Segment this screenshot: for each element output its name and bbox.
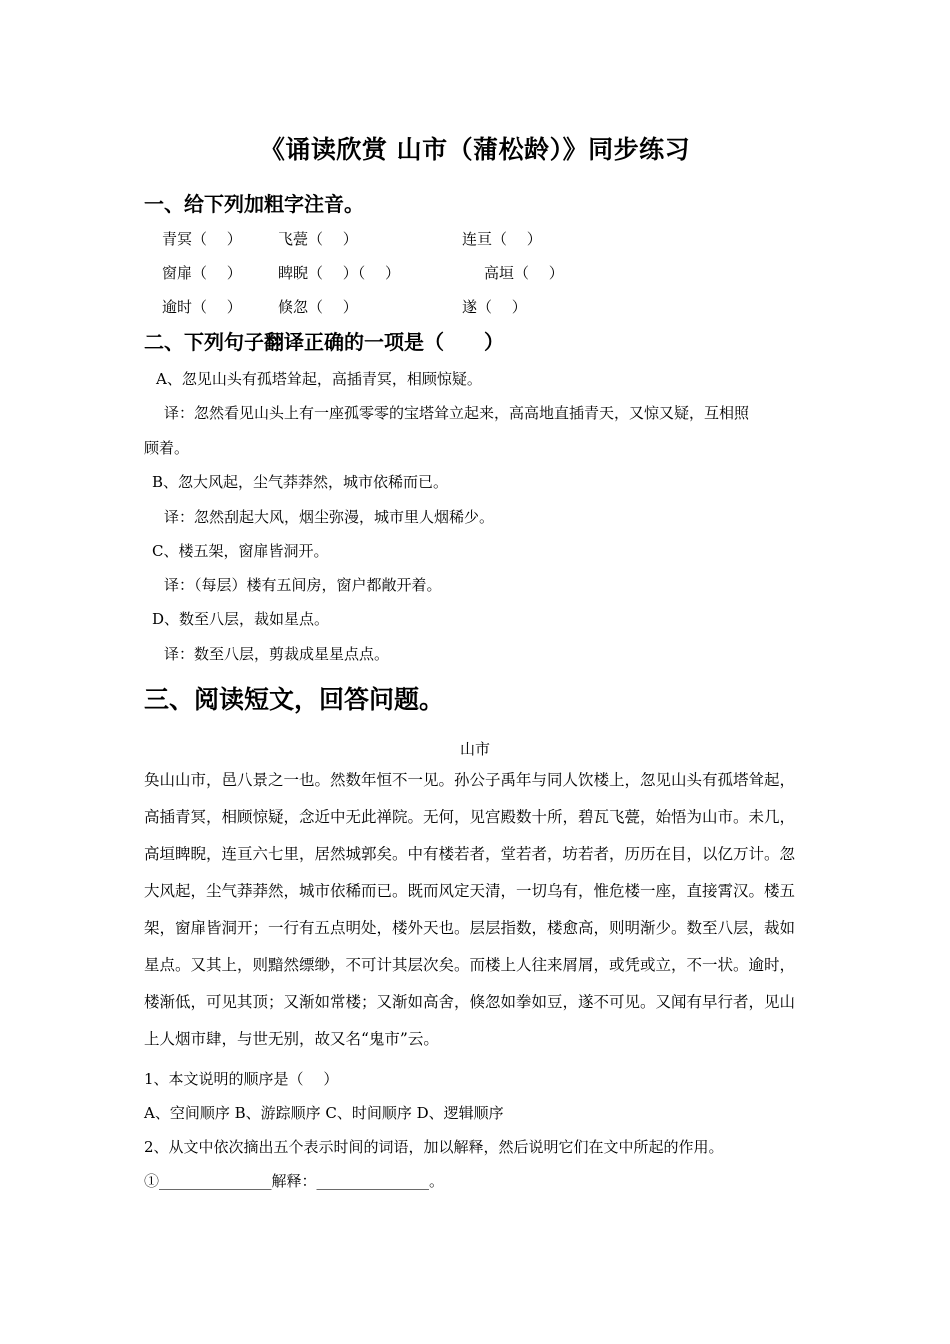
option-d-translation: 译：数至八层，剪裁成星星点点。 (164, 645, 390, 663)
option-d: D、数至八层，裁如星点。 (152, 610, 330, 628)
option-c-translation: 译：（每层）楼有五间房，窗户都敞开着。 (164, 576, 442, 594)
section2-heading: 二、下列句子翻译正确的一项是（ ） (144, 330, 504, 354)
section1-heading: 一、给下列加粗字注音。 (144, 192, 364, 216)
option-b-translation: 译：忽然刮起大风，烟尘弥漫，城市里人烟稀少。 (164, 508, 495, 526)
question-1-options: A、空间顺序 B、游踪顺序 C、时间顺序 D、逻辑顺序 (144, 1104, 504, 1122)
pinyin-item: 窗扉（ ） (162, 264, 242, 282)
passage (144, 762, 844, 1058)
option-c: C、楼五架，窗扉皆洞开。 (152, 542, 329, 560)
passage-line: 架，窗扉皆洞开；一行有五点明处，楼外天也。层层指数，楼愈高，则明渐少。数至八层，裁如 (144, 919, 796, 937)
option-b: B、忽大风起，尘气莽莽然，城市依稀而已。 (152, 473, 449, 491)
pinyin-item: 青冥（ ） (162, 230, 242, 248)
pinyin-item: 睥睨（ ）（ ） (278, 264, 401, 282)
option-a: A、忽见山头有孤塔耸起，高插青冥，相顾惊疑。 (156, 370, 482, 388)
passage-line: 上人烟市肆，与世无别，故又名“鬼市”云。 (144, 1030, 439, 1048)
passage-line: 高垣睥睨，连亘六七里，居然城郭矣。中有楼若者，堂若者，坊若者，历历在目，以亿万计。忽 (144, 845, 796, 863)
page-title: 《诵读欣赏 山市（蒲松龄）》同步练习 (259, 135, 691, 164)
passage-line: 奂山山市，邑八景之一也。然数年恒不一见。孙公子禹年与同人饮楼上，忽见山头有孤塔耸起， (144, 771, 796, 789)
pinyin-item: 飞甍（ ） (278, 230, 358, 248)
option-a-translation-cont: 顾着。 (144, 439, 190, 457)
passage-line: 大风起，尘气莽莽然，城市依稀而已。既而风定天清，一切乌有，惟危楼一座，直接霄汉。楼五 (144, 882, 796, 900)
question-2: 2、从文中依次摘出五个表示时间的词语，加以解释，然后说明它们在文中所起的作用。 (144, 1138, 724, 1156)
pinyin-item: 逾时（ ） (162, 298, 242, 316)
option-a-translation: 译：忽然看见山头上有一座孤零零的宝塔耸立起来，高高地直插青天，又惊又疑，互相照 (164, 404, 750, 422)
passage-line: 高插青冥，相顾惊疑，念近中无此禅院。无何，见宫殿数十所，碧瓦飞甍，始悟为山市。未几， (144, 808, 796, 826)
passage-title: 山市 (459, 740, 490, 758)
question-2-blank: ①_______________解释：_______________。 (144, 1172, 445, 1190)
passage-line: 楼渐低，可见其顶；又渐如常楼；又渐如高舍，倏忽如拳如豆，遂不可见。又闻有早行者，见山 (144, 993, 796, 1011)
pinyin-item: 倏忽（ ） (278, 298, 358, 316)
pinyin-item: 高垣（ ） (484, 264, 564, 282)
pinyin-item: 连亘（ ） (462, 230, 542, 248)
pinyin-item: 遂（ ） (462, 298, 527, 316)
section3-heading: 三、阅读短文，回答问题。 (144, 685, 445, 714)
question-1: 1、本文说明的顺序是（ ） (144, 1070, 339, 1088)
passage-line: 星点。又其上，则黯然缥缈，不可计其层次矣。而楼上人往来屑屑，或凭或立，不一状。逾时， (144, 956, 796, 974)
